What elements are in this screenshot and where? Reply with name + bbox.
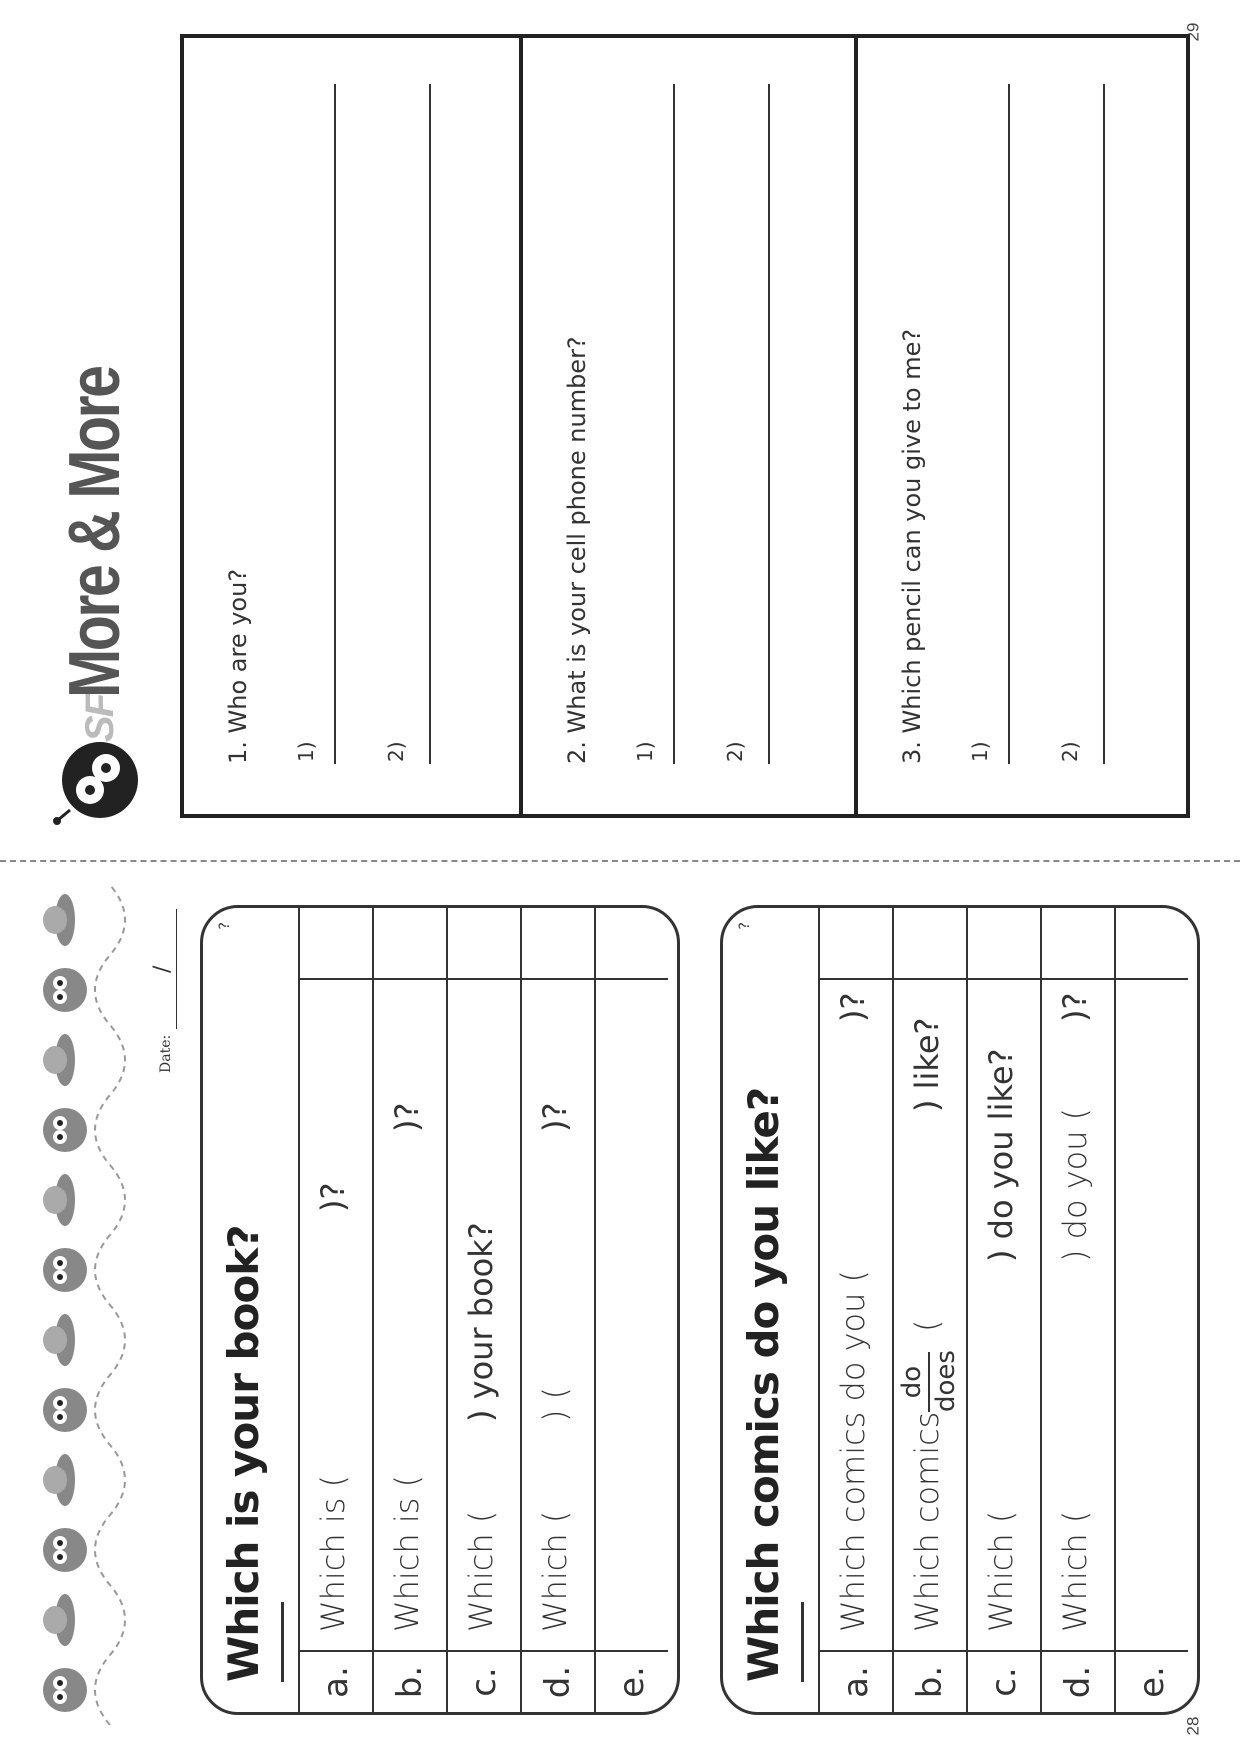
row-tail: )? — [536, 1102, 574, 1132]
alien-face-logo-icon — [50, 740, 140, 830]
question-text: 1. Who are you? — [224, 568, 252, 764]
row-right-divider — [894, 978, 966, 980]
sf-logo-text: SF — [78, 694, 122, 742]
title-underline — [801, 1602, 804, 1682]
page-number-right: 29 — [1183, 22, 1203, 42]
worksheet-row-b — [892, 908, 966, 1712]
row-text: Which comics do you ( — [834, 1269, 872, 1632]
fraction-bar — [928, 1352, 930, 1412]
row-mid: ) do you ( — [1056, 1107, 1094, 1262]
worksheet-row-a — [298, 908, 372, 1712]
row-label: d. — [1042, 1650, 1114, 1712]
answer-line-1[interactable] — [1008, 84, 1010, 764]
row-right-divider — [374, 978, 446, 980]
worksheet-row-a — [818, 908, 892, 1712]
worksheet-which-comics-do-you-like — [720, 905, 1200, 1715]
answer-line-2[interactable] — [768, 84, 770, 764]
fraction-bottom: does — [931, 1350, 961, 1412]
worksheet-row-c — [446, 908, 520, 1712]
row-right-divider — [448, 978, 520, 980]
row-label: b. — [894, 1650, 966, 1712]
worksheet-row-d — [520, 908, 594, 1712]
row-right-divider — [968, 978, 1040, 980]
row-right-divider — [596, 978, 668, 980]
answer-label-1: 1) — [968, 741, 992, 762]
row-label: b. — [374, 1650, 446, 1712]
answer-label-1: 1) — [633, 741, 657, 762]
row-tail: ) like? — [908, 1017, 946, 1112]
row-right-divider — [300, 978, 372, 980]
row-label: c. — [448, 1650, 520, 1712]
row-tail: )? — [834, 992, 872, 1022]
answer-label-2: 2) — [384, 741, 408, 762]
row-tail: )? — [388, 1102, 426, 1132]
alien-ufo-border-icon — [10, 885, 140, 1725]
row-tail: ) do you like? — [982, 1048, 1020, 1262]
page-more-and-more — [40, 20, 1220, 840]
row-label: e. — [1116, 1650, 1188, 1712]
row-text: Which ( — [462, 1510, 500, 1632]
worksheet-row-e — [1114, 908, 1188, 1712]
row-label: c. — [968, 1650, 1040, 1712]
worksheet-header — [203, 908, 298, 1712]
fraction-top: do — [897, 1365, 927, 1399]
row-tail: )? — [314, 1182, 352, 1212]
row-text: Which ( — [536, 1510, 574, 1632]
answer-line-1[interactable] — [334, 84, 336, 764]
row-label: a. — [300, 1650, 372, 1712]
row-right-divider — [522, 978, 594, 980]
question-text: 3. Which pencil can you give to me? — [898, 328, 926, 764]
answer-label-2: 2) — [723, 741, 747, 762]
row-right-divider — [1116, 978, 1188, 980]
question-section-3 — [854, 38, 1193, 814]
page-worksheets — [0, 875, 1240, 1745]
answer-line-1[interactable] — [673, 84, 675, 764]
page-title: More & More — [55, 367, 135, 698]
date-slash: / — [150, 965, 175, 973]
worksheet-which-is-your-book — [200, 905, 680, 1715]
worksheet-rows — [298, 908, 668, 1712]
row-text: Which comics — [908, 1411, 946, 1632]
worksheet-row-b — [372, 908, 446, 1712]
row-label: a. — [820, 1650, 892, 1712]
question-section-2 — [519, 38, 858, 814]
worksheet-row-d — [1040, 908, 1114, 1712]
do-does-fraction — [898, 1352, 960, 1412]
worksheet-rows — [818, 908, 1188, 1712]
row-right-divider — [820, 978, 892, 980]
more-answer-box — [180, 34, 1190, 818]
page-number-left: 28 — [1183, 1716, 1203, 1736]
more-header — [40, 20, 160, 840]
row-right-divider — [1042, 978, 1114, 980]
title-underline — [281, 1602, 284, 1682]
date-label: Date: — [158, 1034, 174, 1073]
worksheet-title: Which is your book? — [219, 1225, 268, 1682]
answer-line-2[interactable] — [429, 84, 431, 764]
date-input-line[interactable] — [176, 909, 177, 1029]
row-text: Which is ( — [314, 1474, 352, 1632]
row-text: Which is ( — [388, 1474, 426, 1632]
row-mid: ( — [908, 1319, 946, 1332]
question-text: 2. What is your cell phone number? — [563, 336, 591, 764]
worksheet-row-c — [966, 908, 1040, 1712]
question-section-1 — [184, 38, 519, 814]
row-label: d. — [522, 1650, 594, 1712]
page-fold-divider — [0, 860, 1240, 862]
row-label: e. — [596, 1650, 668, 1712]
row-mid: ) ( — [536, 1386, 574, 1422]
worksheet-title: Which comics do you like? — [739, 1087, 788, 1682]
question-mark: ? — [737, 922, 753, 930]
row-text: Which ( — [982, 1510, 1020, 1632]
row-tail: )? — [1056, 992, 1094, 1022]
question-mark: ? — [217, 922, 233, 930]
worksheet-header — [723, 908, 818, 1712]
row-text: Which ( — [1056, 1510, 1094, 1632]
answer-label-2: 2) — [1058, 741, 1082, 762]
worksheet-row-e — [594, 908, 668, 1712]
answer-line-2[interactable] — [1103, 84, 1105, 764]
row-tail: ) your book? — [462, 1222, 500, 1422]
answer-label-1: 1) — [294, 741, 318, 762]
